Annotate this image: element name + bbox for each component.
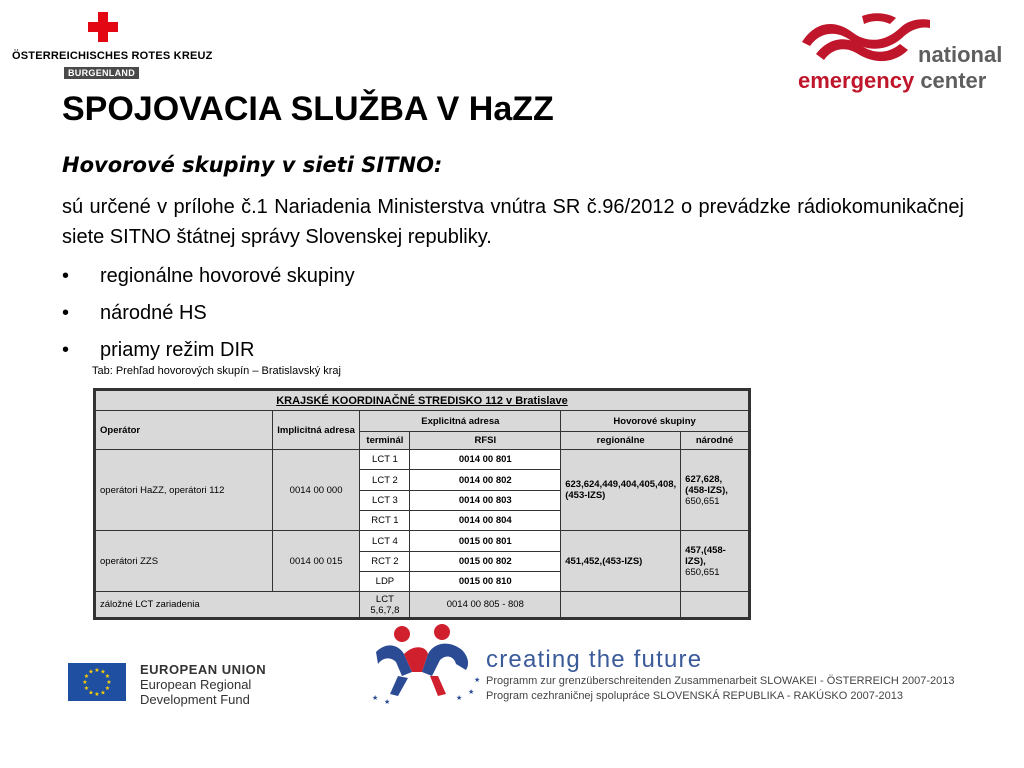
g2-operator-cell: operátori ZZS <box>96 531 273 592</box>
g1-operator-cell: operátori HaZZ, operátori 112 <box>96 450 273 531</box>
nec-emergency-center-text <box>798 68 986 94</box>
red-cross-org-name: ÖSTERREICHISCHES ROTES KREUZ <box>12 50 213 62</box>
header-regional: regionálne <box>561 431 681 449</box>
table-row <box>96 592 749 618</box>
creating-the-future-title: creating the future <box>486 646 703 673</box>
eu-line-1: EUROPEAN UNION <box>140 662 267 677</box>
rfsi-cell: 0014 00 802 <box>410 470 561 490</box>
svg-text:★: ★ <box>94 667 100 674</box>
program-line-de: Programm zur grenzüberschreitenden Zusammenarbeit SLOWAKEI - ÖSTERREICH 2007-2013 <box>486 675 955 687</box>
rfsi-cell: 0015 00 802 <box>410 551 561 571</box>
rfsi-cell: 0015 00 810 <box>410 572 561 592</box>
terminal-cell: LCT 3 <box>360 490 410 510</box>
nec-emergency-word: emergency <box>798 68 915 93</box>
terminal-cell: LDP <box>360 572 410 592</box>
header-operator: Operátor <box>96 411 273 450</box>
table-caption: Tab: Prehľad hovorových skupín – Bratislavský kraj <box>92 365 341 377</box>
bullet-text: národné HS <box>100 302 207 324</box>
g1-national-cell <box>681 450 749 531</box>
header-implicit-address: Implicitná adresa <box>272 411 360 450</box>
header-terminal: terminál <box>360 431 410 449</box>
red-cross-logo-icon <box>88 12 118 42</box>
backup-empty-cell <box>561 592 681 618</box>
table-row <box>96 531 749 551</box>
table-row <box>96 450 749 470</box>
rfsi-cell: 0015 00 801 <box>410 531 561 551</box>
g2-implicit-cell: 0014 00 015 <box>272 531 360 592</box>
rfsi-cell: 0014 00 803 <box>410 490 561 510</box>
svg-text:★: ★ <box>104 673 111 680</box>
backup-label-cell: záložné LCT zariadenia <box>96 592 360 618</box>
creating-the-future-figures-icon <box>368 620 488 705</box>
bullet-dot: • <box>62 302 70 324</box>
bullet-text: priamy režim DIR <box>100 339 255 361</box>
g1-regional-cell: 623,624,449,404,405,408, (453-IZS) <box>561 450 681 531</box>
header-talkgroups: Hovorové skupiny <box>561 411 749 431</box>
terminal-cell: LCT 4 <box>360 531 410 551</box>
backup-empty-cell <box>681 592 749 618</box>
bullet-list <box>62 258 355 369</box>
svg-text:★: ★ <box>88 668 94 676</box>
g2-regional-cell: 451,452,(453-IZS) <box>561 531 681 592</box>
g1-implicit-cell: 0014 00 000 <box>272 450 360 531</box>
svg-text:★: ★ <box>94 691 100 698</box>
g2-national-normal: 650,651 <box>685 566 720 578</box>
bullet-text: regionálne hovorové skupiny <box>100 265 355 287</box>
terminal-cell: LCT 2 <box>360 470 410 490</box>
svg-text:★: ★ <box>82 679 88 686</box>
eu-fund-text <box>140 662 266 707</box>
svg-text:★: ★ <box>372 694 379 702</box>
backup-terminal-cell: LCT 5,6,7,8 <box>360 592 410 618</box>
g2-national-bold: 457,(458-IZS), <box>685 544 726 567</box>
list-item <box>62 332 355 369</box>
nec-national-text: national <box>918 42 1003 67</box>
svg-text:★: ★ <box>100 689 106 697</box>
slide-paragraph: sú určené v prílohe č.1 Nariadenia Ministerstva vnútra SR č.96/2012 o prevádzke rádiokomunikačnej siete SITNO štátnej správy Slovenskej republiky. <box>62 196 964 248</box>
svg-text:★: ★ <box>384 698 391 705</box>
g1-national-bold: 627,628, (458-IZS), <box>685 473 728 496</box>
svg-text:★: ★ <box>88 689 94 697</box>
terminal-cell: LCT 1 <box>360 450 410 470</box>
g2-national-cell <box>681 531 749 592</box>
slide-title: SPOJOVACIA SLUŽBA V HaZZ <box>62 90 554 128</box>
backup-rfsi-cell: 0014 00 805 - 808 <box>410 592 561 618</box>
svg-text:★: ★ <box>474 676 481 684</box>
bullet-dot: • <box>62 265 70 287</box>
eu-line-3: Development Fund <box>140 692 250 707</box>
red-cross-region-badge: BURGENLAND <box>64 67 139 79</box>
slide-subheading: Hovorové skupiny v sieti SITNO: <box>62 153 443 177</box>
talkgroup-table <box>93 388 751 620</box>
list-item <box>62 258 355 295</box>
terminal-cell: RCT 2 <box>360 551 410 571</box>
nec-center-word: center <box>920 68 987 93</box>
program-line-sk: Program cezhraničnej spolupráce SLOVENSKÁ REPUBLIKA - RAKÚSKO 2007-2013 <box>486 690 903 702</box>
eu-line-2: European Regional <box>140 677 252 692</box>
svg-text:★: ★ <box>83 673 90 680</box>
svg-text:★: ★ <box>468 688 475 696</box>
terminal-cell: RCT 1 <box>360 511 410 531</box>
svg-text:★: ★ <box>100 668 106 676</box>
bullet-dot: • <box>62 339 70 361</box>
svg-text:★: ★ <box>104 685 111 692</box>
eu-flag-icon <box>68 663 126 701</box>
list-item <box>62 295 355 332</box>
nec-wave-logo-icon <box>796 10 936 70</box>
header-explicit-address: Explicitná adresa <box>360 411 561 431</box>
svg-text:★: ★ <box>106 679 112 686</box>
g1-national-normal: 650,651 <box>685 495 720 507</box>
svg-text:★: ★ <box>83 685 90 692</box>
header-national: národné <box>681 431 749 449</box>
svg-text:★: ★ <box>456 694 463 702</box>
table-title: KRAJSKÉ KOORDINAČNÉ STREDISKO 112 v Bratislave <box>96 391 749 411</box>
rfsi-cell: 0014 00 804 <box>410 511 561 531</box>
rfsi-cell: 0014 00 801 <box>410 450 561 470</box>
header-rfsi: RFSI <box>410 431 561 449</box>
